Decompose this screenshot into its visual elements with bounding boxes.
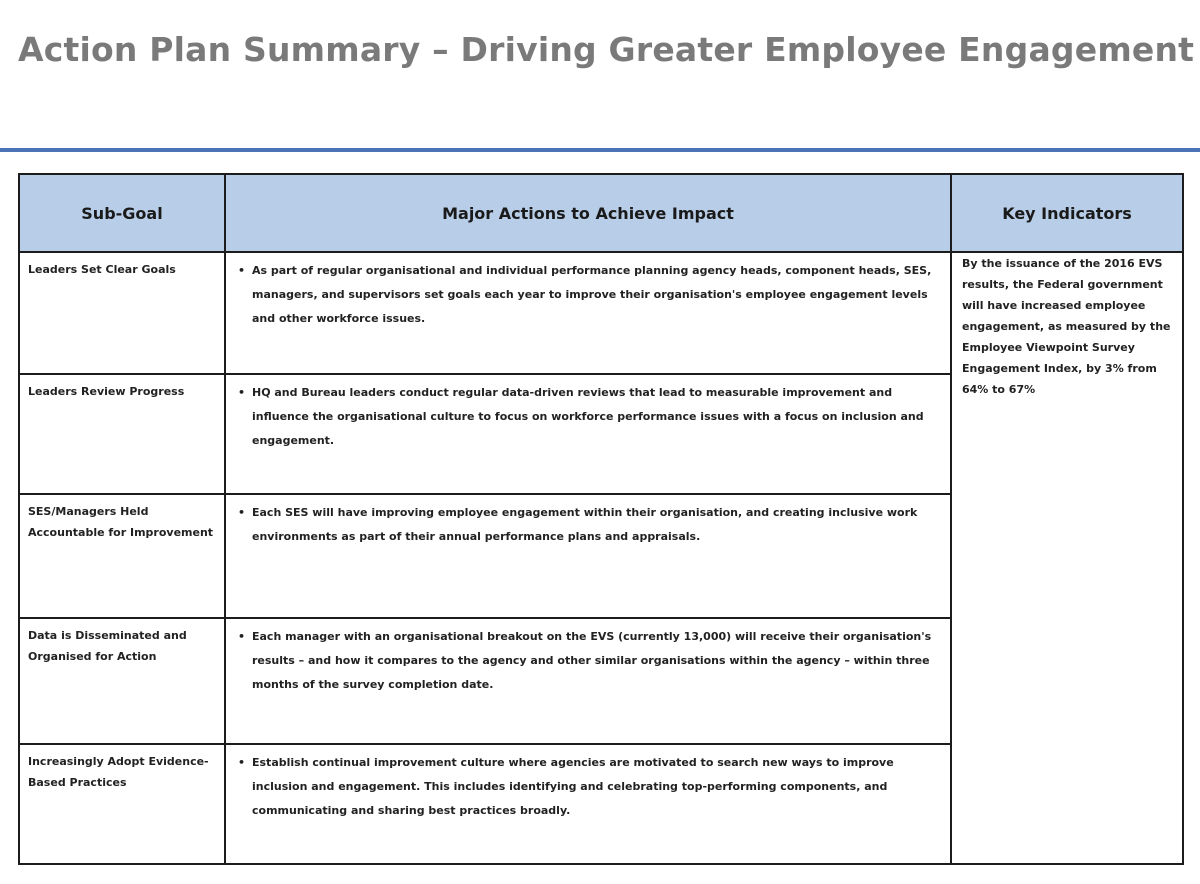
action-item <box>232 625 940 697</box>
header-row <box>19 174 1183 252</box>
sub-goal-cell: Leaders Review Progress <box>19 374 225 494</box>
sub-goal-cell: Increasingly Adopt Evidence-Based Practices <box>19 744 225 864</box>
action-text: HQ and Bureau leaders conduct regular data-driven reviews that lead to measurable improvement and influence the organisational culture to focus on workforce performance issues with a focus on inclusion and engagement. <box>252 386 924 447</box>
sub-goal-cell: Leaders Set Clear Goals <box>19 252 225 374</box>
bullet-icon: • <box>238 386 246 399</box>
header-major-actions: Major Actions to Achieve Impact <box>225 174 951 252</box>
sub-goal-cell: SES/Managers Held Accountable for Improvement <box>19 494 225 618</box>
action-item <box>232 381 940 453</box>
sub-goal-cell: Data is Disseminated and Organised for Action <box>19 618 225 744</box>
action-item <box>232 501 940 549</box>
action-cell <box>225 252 951 374</box>
action-plan-table <box>18 173 1184 865</box>
page-title: Action Plan Summary – Driving Greater Employee Engagement <box>18 30 1195 69</box>
action-cell <box>225 374 951 494</box>
bullet-icon: • <box>238 506 246 519</box>
action-text: As part of regular organisational and individual performance planning agency heads, component heads, SES, managers, and supervisors set goals each year to improve their organisation's employee engagement levels and other workforce issues. <box>252 264 932 325</box>
table-row <box>19 252 1183 374</box>
action-text: Each manager with an organisational breakout on the EVS (currently 13,000) will receive their organisation's results – and how it compares to the agency and other similar organisations within the agency – within three months of the survey completion date. <box>252 630 932 691</box>
bullet-icon: • <box>238 264 246 277</box>
action-cell <box>225 744 951 864</box>
title-divider <box>0 148 1200 152</box>
bullet-icon: • <box>238 756 246 769</box>
header-sub-goal: Sub-Goal <box>19 174 225 252</box>
action-cell <box>225 618 951 744</box>
action-text: Establish continual improvement culture where agencies are motivated to search new ways to improve inclusion and engagement. This includes identifying and celebrating top-performing components, and communicating and sharing best practices broadly. <box>252 756 894 817</box>
action-item <box>232 751 940 823</box>
action-item <box>232 259 940 331</box>
key-indicator-cell: By the issuance of the 2016 EVS results, the Federal government will have increased employee engagement, as measured by the Employee Viewpoint Survey Engagement Index, by 3% from 64% to 67% <box>951 252 1183 864</box>
action-cell <box>225 494 951 618</box>
action-text: Each SES will have improving employee engagement within their organisation, and creating inclusive work environments as part of their annual performance plans and appraisals. <box>252 506 918 543</box>
header-key-indicators: Key Indicators <box>951 174 1183 252</box>
bullet-icon: • <box>238 630 246 643</box>
